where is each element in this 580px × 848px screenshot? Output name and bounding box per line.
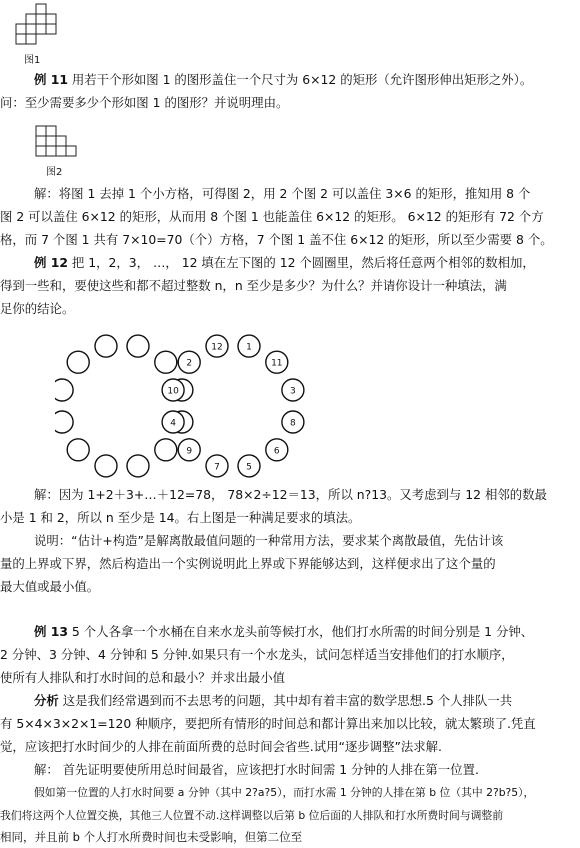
example-13-line-1: 例 13 5 个人各拿一个水桶在自来水龙头前等候打水，他们打水所需的时间分别是 1 分钟、 [34, 624, 534, 639]
example-13-line-2: 2 分钟、3 分钟、4 分钟和 5 分钟.如果只有一个水龙头，试问怎样适当安排他们的打水顺序， [0, 647, 514, 662]
figure-2 [34, 124, 80, 160]
analysis-line-2: 有 5×4×3×2×1=120 种顺序，要把所有情形的时间总和都计算出来加以比较，就太繁琐了.凭直 [0, 716, 536, 731]
example-13-label: 例 13 [34, 624, 68, 639]
ring-number: 12 [211, 342, 223, 353]
ring-number: 7 [214, 462, 220, 473]
note-line-2: 量的上界或下界，然后构造出一个实例说明此上界或下界能够达到，这样便求出了这个量的 [0, 556, 496, 571]
empty-circle-ring [55, 335, 193, 477]
example-11-line-1: 例 11 用若干个形如图 1 的图形盖住一个尺寸为 6×12 的矩形（允许图形伸出矩形之外）。 [34, 72, 533, 87]
figure-2-caption: 图2 [46, 167, 63, 178]
ring-circle [95, 335, 117, 357]
solution-13-line-1: 解： 首先证明要使所用总时间最省，应该把打水时间需 1 分钟的人排在第一位置. [34, 762, 479, 777]
solution-12-line-2: 小是 1 和 2，所以 n 至少是 14。右上图是一种满足要求的填法。 [0, 510, 361, 525]
ring-number: 10 [167, 386, 179, 397]
ring-circle [155, 351, 177, 373]
analysis-label: 分析 [34, 693, 59, 708]
ring-number: 2 [186, 358, 193, 369]
solution-11-line-3: 格，而 7 个图 1 共有 7×10=70（个）方格，7 个图 1 盖不住 6×12 的矩形，所以至少需要 8 个。 [0, 232, 553, 247]
note-line-3: 最大值或最小值。 [0, 579, 100, 594]
solution-13-line-2: 假如第一位置的人打水时间要 a 分钟（其中 2?a?5），而打水需 1 分钟的人排在第 b 位（其中 2?b?5）， [34, 786, 535, 799]
ring-number: 3 [290, 386, 296, 397]
ring-number: 5 [246, 462, 252, 473]
analysis-line-1: 分析 这是我们经常遇到而不去思考的问题，其中却有着丰富的数学思想.5 个人排队一共 [34, 693, 513, 708]
figure-1-caption: 图1 [24, 55, 41, 66]
ring-circle [55, 411, 73, 433]
ring-number: 9 [186, 446, 193, 457]
ring-circle [127, 335, 149, 357]
ring-circle [55, 379, 73, 401]
circle-rings-figure [55, 330, 315, 480]
ring-circle [67, 439, 89, 461]
ring-circle [67, 351, 89, 373]
ring-circle [127, 455, 149, 477]
solution-11-line-2: 图 2 可以盖住 6×12 的矩形，从而用 8 个图 1 也能盖住 6×12 的矩形。 6×12 的矩形有 72 个方 [0, 209, 544, 224]
example-13-line-3: 使所有人排队和打水时间的总和最小？并求出最小值 [0, 670, 285, 685]
example-11-label: 例 11 [34, 72, 68, 87]
example-12-label: 例 12 [34, 255, 68, 270]
ring-circle [95, 455, 117, 477]
example-12-line-1: 例 12 把 1，2，3， …， 12 填在左下图的 12 个圆圈里，然后将任意两个相邻的数相加， [34, 255, 535, 270]
ring-number: 6 [273, 446, 280, 457]
ring-circle [155, 439, 177, 461]
solution-11-line-1: 解：将图 1 去掉 1 个小方格，可得图 2，用 2 个图 2 可以盖住 3×6 的矩形，推知用 8 个 [34, 186, 531, 201]
ring-number: 11 [271, 358, 283, 369]
ring-number: 4 [170, 418, 176, 429]
ring-number: 1 [246, 342, 252, 353]
filled-circle-ring [162, 335, 304, 477]
example-12-line-3: 足你的结论。 [0, 301, 75, 316]
solution-12-line-1: 解：因为 1+2＋3+…＋12=78， 78×2÷12＝13，所以 n?13。又考虑到与 12 相邻的数最 [34, 487, 547, 502]
note-line-1: 说明：“估计+构造”是解离散最值问题的一种常用方法，要求某个离散最值，先估计该 [34, 533, 504, 548]
example-11-line-2: 问：至少需要多少个形如图 1 的图形？并说明理由。 [0, 95, 289, 110]
example-12-line-2: 得到一些和，要使这些和都不超过整数 n，n 至少是多少？为什么？并请你设计一种填法，满 [0, 278, 507, 293]
figure-1 [14, 2, 64, 50]
solution-13-line-4: 相同，并且前 b 个人打水所费时间也未受影响，但第二位至 [0, 830, 303, 844]
ring-number: 8 [290, 418, 296, 429]
solution-13-line-3: 我们将这两个人位置交换，其他三人位置不动.这样调整以后第 b 位后面的人排队和打水所费时间与调整前 [0, 809, 504, 822]
analysis-line-3: 觉，应该把打水时间少的人排在前面所费的总时间会省些.试用“逐步调整”法求解. [0, 739, 442, 754]
